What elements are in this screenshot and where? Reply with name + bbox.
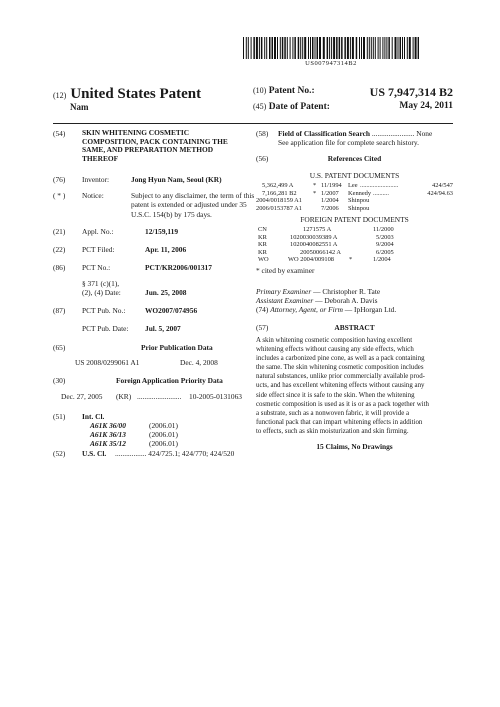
us-patent-date: 11/1994 [321, 182, 342, 189]
foreign-patent-country: CN [258, 226, 267, 233]
foreign-patent-row [256, 234, 453, 242]
abstract-line: the same. The skin whitening cosmetic composition includes [256, 364, 424, 372]
abstract-heading: ABSTRACT [334, 323, 375, 332]
foreign-patent-no: 1020030039389 A [290, 233, 338, 241]
us-patent-no: 5,362,499 A [262, 182, 294, 189]
kind-code: (12) [53, 91, 67, 100]
barcode-bar [282, 37, 284, 59]
barcode-bar [382, 37, 383, 59]
primary-examiner-label: Primary Examiner [256, 287, 312, 296]
us-patents-list [256, 182, 453, 212]
foreign-heading: Foreign Application Priority Data [116, 376, 223, 385]
abstract-line: cosmetic composition is used as it is or as a pack together with [256, 400, 429, 408]
uscl-code: (52) [53, 449, 66, 458]
document-title: United States Patent [70, 86, 202, 102]
abstract-line: a substrate, such as a nonwoven fabric, it will provide a [256, 409, 410, 417]
title-line: THEREOF [82, 153, 119, 163]
us-patent-no: 2006/0153787 A1 [256, 204, 302, 212]
intcl-class: A61K 36/13 [90, 430, 126, 439]
foreign-patent-row [256, 226, 453, 234]
intcl-label: Int. Cl. [82, 412, 105, 421]
barcode-bar [409, 37, 411, 59]
notice-label: Notice: [82, 191, 104, 200]
prior-date: Dec. 4, 2008 [180, 358, 218, 367]
barcode-bar [246, 37, 247, 59]
barcode-bar [375, 37, 376, 59]
barcode-bar [280, 37, 281, 59]
barcode-bar [319, 37, 321, 59]
us-patent-row [256, 197, 453, 205]
notice-line: patent is extended or adjusted under 35 [131, 200, 247, 210]
barcode-bar [339, 37, 341, 59]
pct-filed-label: PCT Filed: [82, 245, 115, 254]
header-right [253, 86, 453, 118]
assistant-examiner-value: — Deborah A. Davis [315, 296, 378, 305]
field-value: None [416, 129, 433, 138]
abstract-line: functional pack that can impart whitening effects in addition [256, 418, 423, 426]
foreign-patent-mark: * [349, 256, 353, 264]
title-line: COMPOSITION, PACK CONTAINING THE [82, 136, 228, 146]
uscl-label: U.S. Cl. [82, 449, 107, 458]
foreign-patent-row [256, 249, 453, 257]
barcode-bar [292, 37, 293, 59]
intcl-version: (2006.01) [149, 421, 178, 430]
us-patent-row [256, 182, 453, 190]
barcode-bar [272, 37, 274, 59]
us-patent-name: Shinpou [348, 197, 370, 205]
barcode-bar [269, 37, 271, 59]
foreign-patent-date: 5/2003 [376, 233, 394, 241]
inventor-label: Inventor: [82, 175, 110, 184]
field-search [278, 129, 432, 138]
foreign-patent-country: KR [258, 241, 267, 249]
s371-line: § 371 (c)(1), [82, 279, 120, 288]
barcode-bar [378, 37, 379, 59]
barcode-bar [274, 37, 276, 59]
attorney-label: Attorney, Agent, or Firm [270, 305, 343, 314]
barcode-bar [402, 37, 403, 59]
title-line: SAME, AND PREPARATION METHOD [82, 145, 214, 155]
barcode-bar [323, 37, 325, 59]
abstract-line: to effects, such as skin moisturization and skin firming. [256, 427, 409, 435]
barcode-bar [261, 37, 263, 59]
inventor-code: (76) [53, 175, 66, 184]
pct-filed-value: Apr. 11, 2006 [145, 245, 187, 254]
barcode-bar [407, 37, 408, 59]
patent-no-code: (10) [253, 86, 267, 95]
prior-heading: Prior Publication Data [141, 343, 213, 352]
barcode-bar [333, 37, 335, 59]
barcode-bar [327, 37, 329, 59]
primary-examiner-value: — Christopher R. Tate [313, 287, 381, 296]
abstract-line: A skin whitening cosmetic composition having excellent [256, 337, 413, 344]
us-patent-name: Kennedy [348, 189, 372, 197]
notice-line: U.S.C. 154(b) by 175 days. [131, 209, 212, 219]
intcl-code: (51) [53, 412, 66, 421]
foreign-country: (KR) [116, 392, 132, 401]
invention-title [82, 129, 228, 163]
pct-no-code: (86) [53, 263, 66, 272]
barcode-bar [300, 37, 301, 59]
uscl-value: ................. 424/725.1; 424/770; 424/520 [115, 449, 235, 458]
attorney-value: — IpHorgan Ltd. [344, 305, 397, 314]
foreign-patent-no: 20050066142 A [300, 248, 342, 256]
barcode-bar [341, 37, 343, 59]
barcode-bar [253, 37, 255, 59]
us-patent-no: 7,166,281 B2 [262, 189, 297, 197]
barcode-bar [371, 37, 372, 59]
us-patent-class: 424/547 [432, 182, 453, 189]
pct-pub-value: WO2007/074956 [145, 306, 198, 315]
us-patent-row [256, 205, 453, 213]
pct-no-label: PCT No.: [82, 263, 111, 272]
barcode-bar [363, 37, 365, 59]
barcode-bar [336, 37, 338, 59]
field-code: (58) [256, 129, 269, 138]
notice-code: ( * ) [53, 191, 66, 200]
foreign-patent-date: 9/2004 [376, 241, 394, 249]
barcode-bar [310, 37, 311, 59]
foreign-patent-row [256, 256, 453, 264]
barcode-bar [369, 37, 370, 59]
foreign-date: Dec. 27, 2005 [61, 392, 103, 401]
claims-summary: 15 Claims, No Drawings [316, 442, 393, 451]
abstract-line: includes a carbonized pine cone, as well as a pack containing [256, 355, 425, 363]
inventor-value [131, 175, 222, 184]
refs-code: (56) [256, 154, 269, 163]
s371-value: Jun. 25, 2008 [145, 288, 187, 297]
assistant-examiner-label: Assistant Examiner [256, 296, 314, 305]
us-patents-heading: U.S. PATENT DOCUMENTS [309, 171, 400, 180]
barcode-bar [304, 37, 306, 59]
barcode-bar [317, 37, 319, 59]
barcode-bar [367, 37, 368, 59]
barcode-bar [418, 37, 419, 59]
barcode-bar [356, 37, 358, 59]
foreign-patent-no: 1271575 A [303, 226, 332, 233]
pct-pub-code: (87) [53, 306, 66, 315]
pct-pub-date-label: PCT Pub. Date: [82, 324, 129, 333]
barcode-bar [248, 37, 249, 59]
field-note: See application file for complete search history. [278, 138, 419, 147]
field-label: Field of Classification Search [278, 129, 371, 138]
barcode-bar [344, 37, 346, 59]
barcode-bar [287, 37, 288, 59]
us-patent-mark: * [313, 189, 317, 197]
abstract-code: (57) [256, 323, 269, 332]
foreign-patent-date: 1/2004 [373, 256, 391, 264]
field-dots: ....................... [371, 129, 415, 138]
barcode-bar [395, 37, 397, 59]
patent-number: US 7,947,314 B2 [369, 85, 453, 99]
header-left [53, 85, 202, 112]
us-patent-date: 1/2007 [321, 189, 339, 197]
us-patent-name: Shinpou [348, 204, 370, 212]
barcode-bar [290, 37, 291, 59]
date-label: Date of Patent: [268, 102, 330, 112]
attorney [256, 305, 396, 314]
us-patent-no: 2004/0018159 A1 [256, 197, 302, 205]
barcode-bar [350, 37, 351, 59]
foreign-no: 10-2005-0131063 [189, 392, 242, 401]
abstract-line: side effect since it is safe to the skin. When the whitening [256, 391, 415, 399]
barcode-bar [400, 37, 402, 59]
refs-heading: References Cited [327, 154, 382, 163]
foreign-dots: ........................ [137, 392, 182, 401]
barcode-bar [392, 37, 393, 59]
intcl-version: (2006.01) [149, 439, 178, 448]
intcl-class: A61K 36/00 [90, 421, 126, 430]
intcl-version: (2006.01) [149, 430, 178, 439]
barcode-bar [315, 37, 316, 59]
prior-code: (65) [53, 343, 66, 352]
barcode-bar [294, 37, 296, 59]
barcode-bar [302, 37, 303, 59]
cited-note: * cited by examiner [256, 266, 315, 275]
notice-text [131, 191, 254, 219]
us-patent-dots: ........................ [360, 182, 399, 189]
foreign-patent-date: 11/2000 [373, 226, 394, 233]
barcode-bar [386, 37, 387, 59]
us-patent-name: Lee [348, 182, 358, 189]
foreign-patent-country: WO [258, 256, 269, 264]
patent-no-label: Patent No.: [268, 86, 315, 96]
us-patent-class: 424/94.63 [427, 189, 453, 197]
barcode-bar [256, 37, 258, 59]
primary-examiner [256, 287, 380, 296]
barcode-bar [380, 37, 381, 59]
barcode-bar [298, 37, 300, 59]
header-rule [53, 123, 453, 124]
us-patent-dots: .......... [373, 189, 389, 197]
us-patent-row [256, 190, 453, 198]
foreign-patent-no: WO 2004/009108 [288, 256, 334, 264]
barcode-bar [264, 37, 265, 59]
barcode-bar [312, 37, 314, 59]
foreign-patent-country: KR [258, 248, 267, 256]
barcode-number: US007947314B2 [305, 60, 357, 67]
foreign-patents-list [256, 226, 453, 264]
barcode-bar [359, 37, 360, 59]
barcode-bar [361, 37, 362, 59]
abstract-line: natural substances, unlike prior commercially available prod- [256, 373, 425, 381]
barcode-bar [413, 37, 414, 59]
pct-pub-label: PCT Pub. No.: [82, 306, 126, 315]
barcode-bar [384, 37, 385, 59]
barcode-bar [329, 37, 330, 59]
prior-no: US 2008/0299061 A1 [75, 358, 140, 367]
patent-date: May 24, 2011 [399, 101, 453, 111]
abstract-line: whitening effects without causing any side effects, which [256, 346, 414, 354]
foreign-patent-no: 1020040082551 A [290, 241, 338, 249]
date-code: (45) [253, 102, 267, 111]
intcl-class: A61K 35/12 [90, 439, 126, 448]
foreign-code: (30) [53, 376, 66, 385]
barcode-bar [373, 37, 374, 59]
appl-value: 12/159,119 [145, 227, 179, 236]
attorney-code: (74) [256, 305, 269, 314]
barcode-bar [352, 37, 354, 59]
foreign-patent-date: 6/2005 [376, 248, 394, 256]
appl-code: (21) [53, 227, 66, 236]
pct-no-value: PCT/KR2006/001317 [145, 263, 212, 272]
barcode-bar [243, 37, 244, 59]
abstract-text [256, 336, 453, 436]
barcode-bar [259, 37, 260, 59]
foreign-patents-heading: FOREIGN PATENT DOCUMENTS [300, 215, 409, 224]
barcode [243, 37, 419, 59]
title-line: SKIN WHITENING COSMETIC [82, 128, 190, 137]
abstract-line: ucts, and has excellent whitening effects without causing any [256, 382, 425, 390]
notice-line: Subject to any disclaimer, the term of this [131, 191, 255, 200]
barcode-bar [415, 37, 417, 59]
barcode-bar [388, 37, 390, 59]
us-patent-date: 1/2004 [321, 197, 339, 205]
us-patent-date: 7/2006 [321, 204, 339, 212]
us-patent-mark: * [313, 182, 317, 189]
barcode-bar [277, 37, 278, 59]
barcode-bar [251, 37, 252, 59]
pct-pub-date-value: Jul. 5, 2007 [145, 324, 181, 333]
barcode-bar [284, 37, 286, 59]
s371-line: (2), (4) Date: [82, 288, 121, 297]
foreign-patent-row [256, 241, 453, 249]
barcode-bar [266, 37, 267, 59]
inventor-name: Jong Hyun Nam, Seoul (KR) [131, 175, 222, 184]
title-code: (54) [53, 129, 66, 138]
barcode-bar [347, 37, 349, 59]
inventor-short: Nam [70, 102, 89, 112]
pct-filed-code: (22) [53, 245, 66, 254]
assistant-examiner [256, 296, 378, 305]
foreign-patent-country: KR [258, 233, 267, 241]
barcode-bar [308, 37, 309, 59]
appl-label: Appl. No.: [82, 227, 114, 236]
barcode-bar [404, 37, 405, 59]
barcode-bar [398, 37, 399, 59]
barcode-bar [331, 37, 332, 59]
